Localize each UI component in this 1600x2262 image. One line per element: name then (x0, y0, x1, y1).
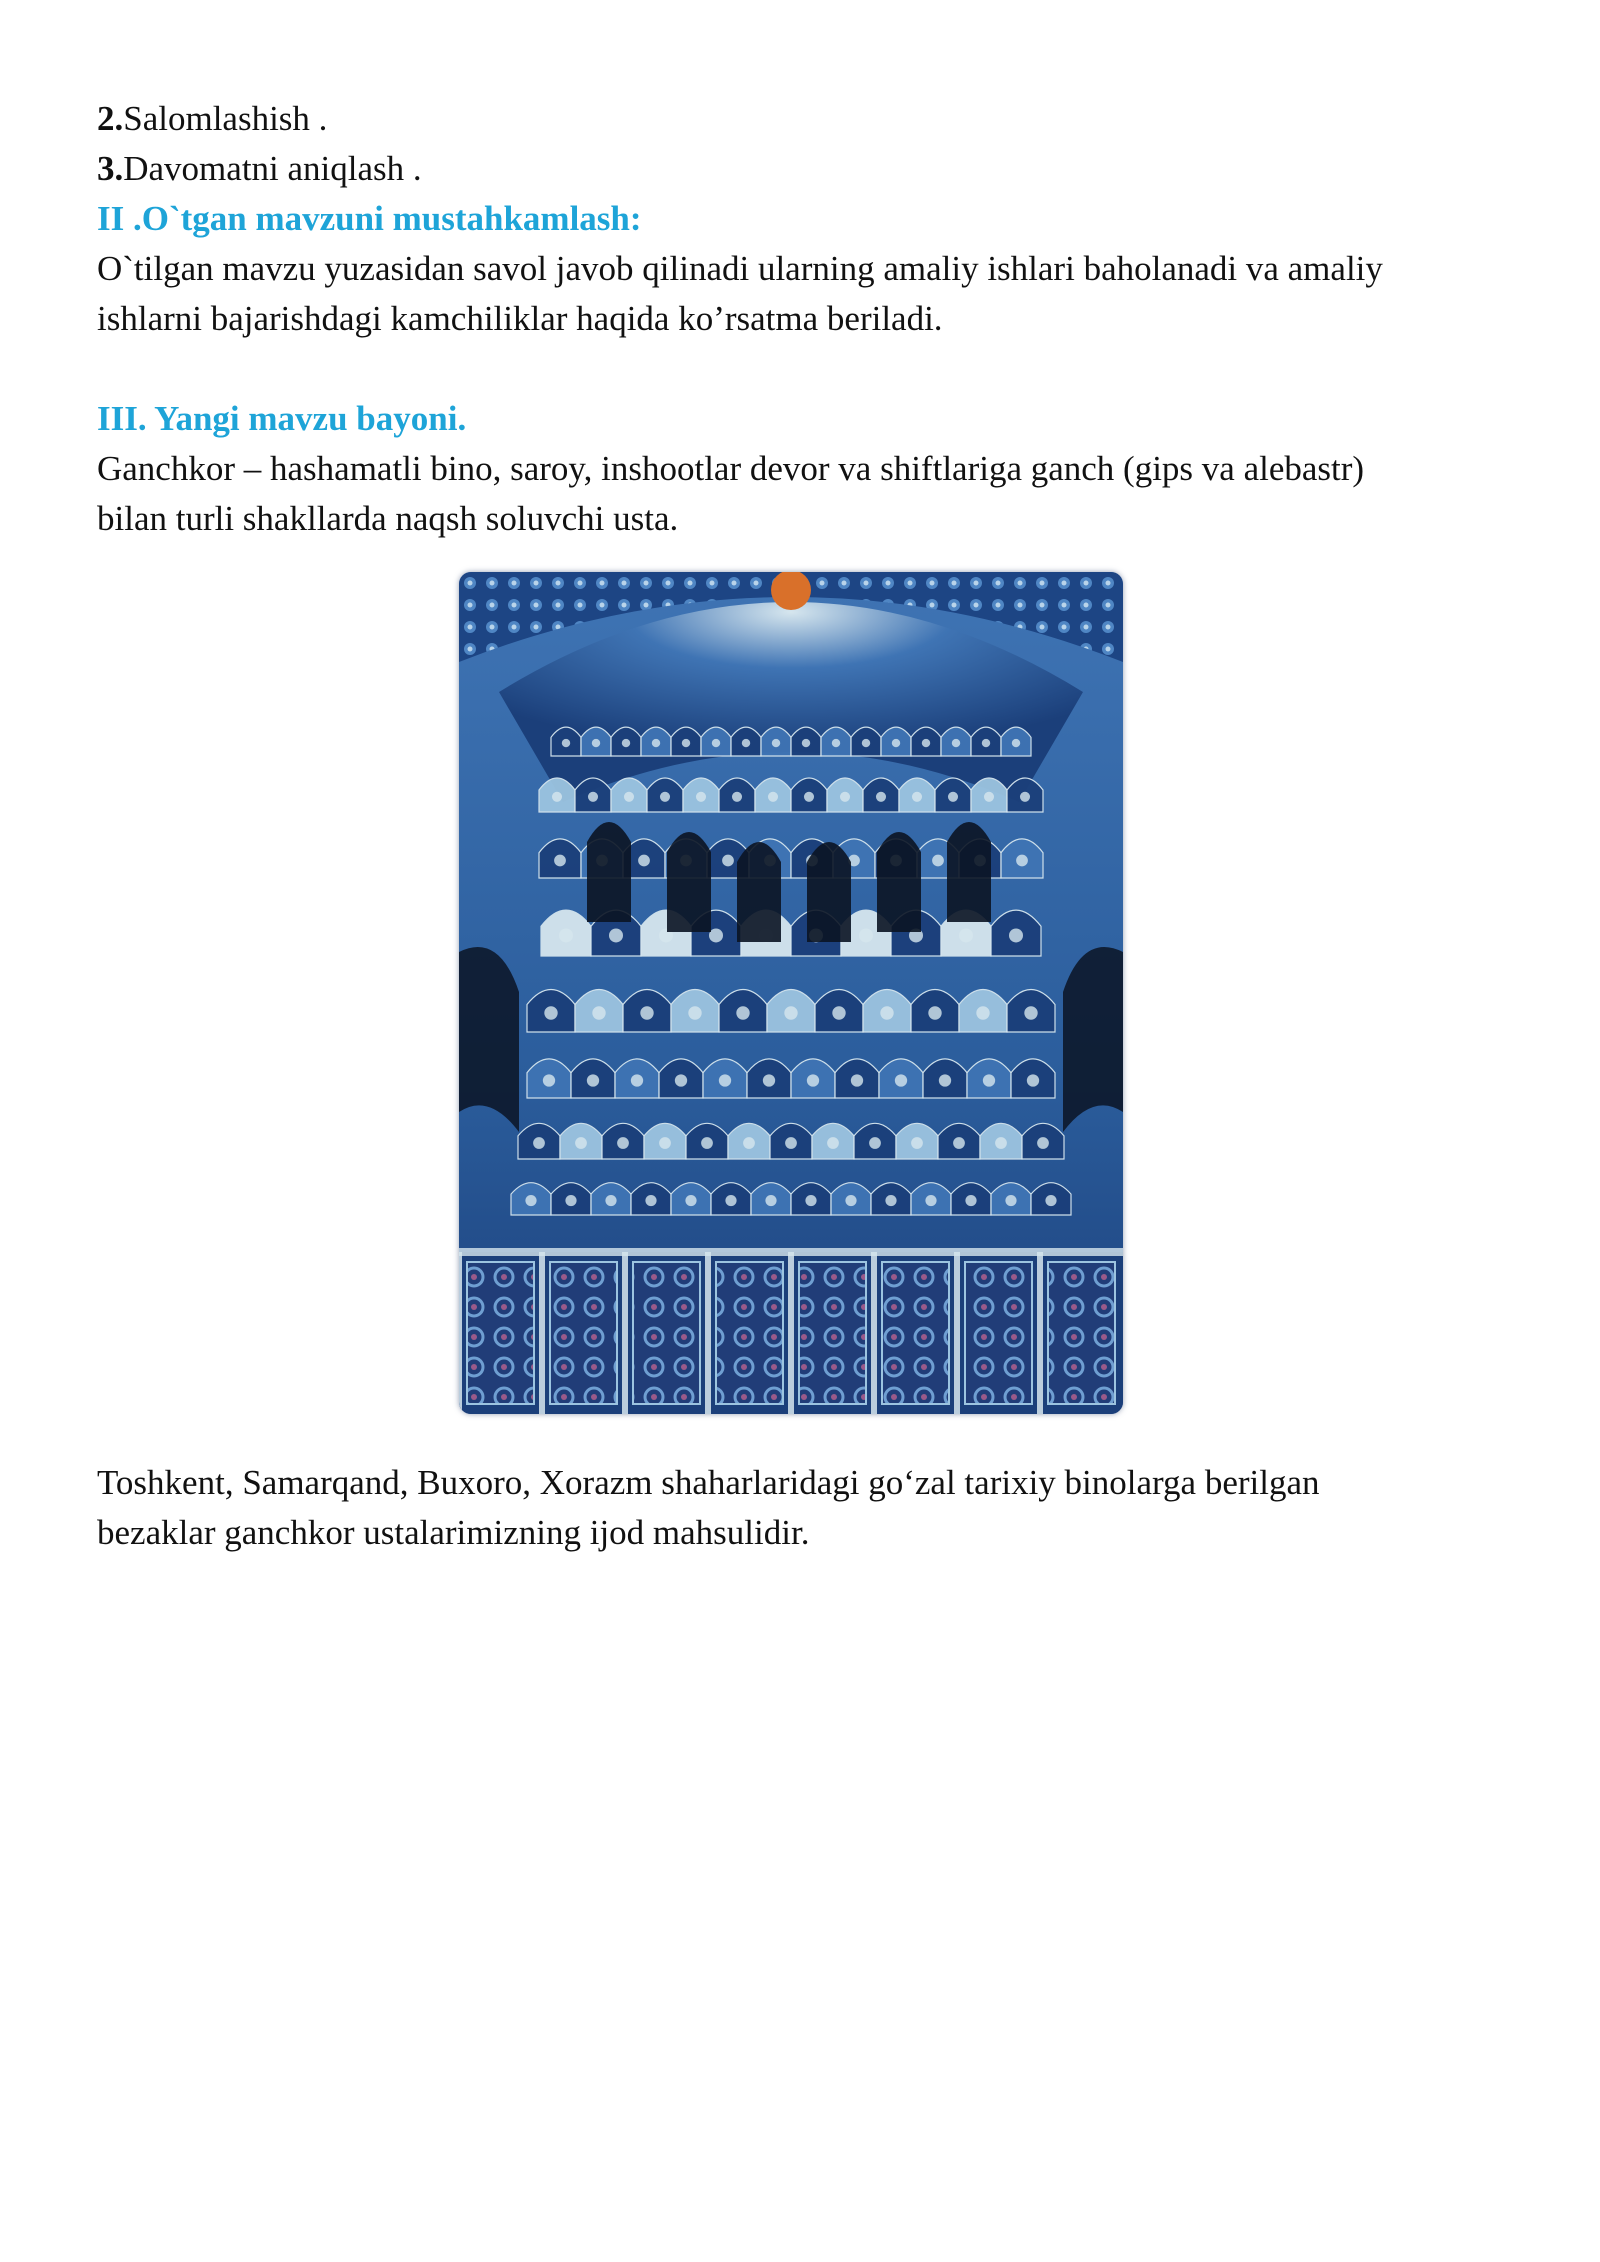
paragraph-line: ishlarni bajarishdagi kamchiliklar haqida ko’rsatma beriladi. (97, 299, 943, 338)
column-pillar (954, 1252, 960, 1414)
cell-rosette (525, 1195, 536, 1206)
cell-rosette (912, 792, 922, 802)
cell-rosette (640, 1006, 653, 1019)
dark-niche (667, 832, 711, 932)
cell-rosette (559, 928, 573, 942)
cell-rosette (617, 1137, 629, 1149)
left-niche-shadow (459, 947, 519, 1132)
cell-rosette (804, 792, 814, 802)
cell-rosette (765, 1195, 776, 1206)
cell-rosette (609, 928, 623, 942)
step-text: Salomlashish . (123, 99, 328, 138)
column-pillar (622, 1252, 628, 1414)
cell-rosette (953, 1137, 965, 1149)
column-pillar (788, 1252, 794, 1414)
tile-panel (799, 1262, 866, 1404)
cell-rosette (876, 792, 886, 802)
step-text: Davomatni aniqlash . (123, 149, 422, 188)
paragraph-line: Toshkent, Samarqand, Buxoro, Xorazm shaharlaridagi go‘zal tarixiy binolarga berilgan (97, 1463, 1320, 1502)
document-page (97, 94, 1517, 1558)
cell-rosette (885, 1195, 896, 1206)
cell-rosette (805, 1195, 816, 1206)
section-heading-review: II .O`tgan mavzuni mustahkamlash: (97, 199, 642, 238)
cell-rosette (1037, 1137, 1049, 1149)
dark-niche (807, 842, 851, 942)
cell-rosette (922, 739, 930, 747)
right-niche-shadow (1063, 947, 1123, 1132)
cell-rosette (827, 1137, 839, 1149)
paragraph-line: O`tilgan mavzu yuzasidan savol javob qilinadi ularning amaliy ishlari baholanadi va amaliy (97, 249, 1383, 288)
cell-rosette (845, 1195, 856, 1206)
cell-rosette (1024, 1006, 1037, 1019)
tile-panel (882, 1262, 949, 1404)
cell-rosette (701, 1137, 713, 1149)
cell-rosette (592, 1006, 605, 1019)
cell-rosette (622, 739, 630, 747)
muqarnas-vault-photo (459, 572, 1123, 1414)
step-salomlashish (97, 94, 1517, 144)
cell-rosette (965, 1195, 976, 1206)
cell-rosette (725, 1195, 736, 1206)
paragraph-line: bezaklar ganchkor ustalarimizning ijod mahsulidir. (97, 1513, 810, 1552)
dark-niche (737, 842, 781, 942)
cell-rosette (895, 1074, 907, 1086)
tile-panel (716, 1262, 783, 1404)
cell-rosette (952, 739, 960, 747)
tile-panel (467, 1262, 534, 1404)
paragraph-line: Ganchkor – hashamatli bino, saroy, inshootlar devor va shiftlariga ganch (gips va alebastr) (97, 449, 1365, 488)
cell-rosette (675, 1074, 687, 1086)
cell-rosette (743, 1137, 755, 1149)
cell-rosette (722, 855, 734, 867)
step-davomat (97, 144, 1517, 194)
cell-rosette (638, 855, 650, 867)
cell-rosette (533, 1137, 545, 1149)
dark-niche (947, 822, 991, 922)
cell-rosette (892, 739, 900, 747)
cell-rosette (995, 1137, 1007, 1149)
cell-rosette (682, 739, 690, 747)
cell-rosette (659, 1137, 671, 1149)
cell-rosette (685, 1195, 696, 1206)
cell-rosette (696, 792, 706, 802)
cell-rosette (869, 1137, 881, 1149)
paragraph-line: bilan turli shakllarda naqsh soluvchi usta. (97, 499, 679, 538)
cell-rosette (709, 928, 723, 942)
column-pillar (459, 1252, 462, 1414)
tile-panel (1048, 1262, 1115, 1404)
cell-rosette (880, 1006, 893, 1019)
cell-rosette (807, 1074, 819, 1086)
cell-rosette (587, 1074, 599, 1086)
column-pillar (1037, 1252, 1043, 1414)
cell-rosette (624, 792, 634, 802)
cell-rosette (984, 792, 994, 802)
cell-rosette (840, 792, 850, 802)
cell-rosette (552, 792, 562, 802)
cell-rosette (785, 1137, 797, 1149)
cell-rosette (983, 1074, 995, 1086)
cell-rosette (1012, 739, 1020, 747)
cell-rosette (565, 1195, 576, 1206)
cell-rosette (575, 1137, 587, 1149)
dark-niche (877, 832, 921, 932)
dark-niche (587, 822, 631, 922)
cell-rosette (712, 739, 720, 747)
muqarnas-illustration (459, 572, 1123, 1414)
cell-rosette (1005, 1195, 1016, 1206)
cell-rosette (862, 739, 870, 747)
cell-rosette (802, 739, 810, 747)
cell-rosette (645, 1195, 656, 1206)
cell-rosette (763, 1074, 775, 1086)
tile-panel (550, 1262, 617, 1404)
cell-rosette (959, 928, 973, 942)
column-pillar (705, 1252, 711, 1414)
cell-rosette (719, 1074, 731, 1086)
cell-rosette (911, 1137, 923, 1149)
cell-rosette (562, 739, 570, 747)
cell-rosette (784, 1006, 797, 1019)
cell-rosette (768, 792, 778, 802)
cell-rosette (736, 1006, 749, 1019)
cell-rosette (932, 855, 944, 867)
spacer (97, 344, 1517, 394)
cell-rosette (1009, 928, 1023, 942)
cell-rosette (688, 1006, 701, 1019)
column-pillar (871, 1252, 877, 1414)
cell-rosette (832, 739, 840, 747)
cell-rosette (859, 928, 873, 942)
cell-rosette (1027, 1074, 1039, 1086)
cell-rosette (660, 792, 670, 802)
step-number: 3. (97, 149, 124, 188)
cell-rosette (1045, 1195, 1056, 1206)
cell-rosette (544, 1006, 557, 1019)
cell-rosette (605, 1195, 616, 1206)
figure-container (97, 572, 1517, 1428)
cell-rosette (732, 792, 742, 802)
cell-rosette (652, 739, 660, 747)
cell-rosette (939, 1074, 951, 1086)
cell-rosette (976, 1006, 989, 1019)
cell-rosette (631, 1074, 643, 1086)
cell-rosette (982, 739, 990, 747)
tile-panel (633, 1262, 700, 1404)
cell-rosette (948, 792, 958, 802)
tile-panel (965, 1262, 1032, 1404)
column-pillar (539, 1252, 545, 1414)
cell-rosette (772, 739, 780, 747)
cell-rosette (928, 1006, 941, 1019)
cell-rosette (543, 1074, 555, 1086)
cell-rosette (588, 792, 598, 802)
cell-rosette (742, 739, 750, 747)
cell-rosette (554, 855, 566, 867)
cell-rosette (851, 1074, 863, 1086)
cell-rosette (1016, 855, 1028, 867)
cell-rosette (1020, 792, 1030, 802)
cornice-band (459, 1248, 1123, 1256)
cell-rosette (592, 739, 600, 747)
cell-rosette (925, 1195, 936, 1206)
section-heading-new-topic: III. Yangi mavzu bayoni. (97, 399, 467, 438)
cell-rosette (832, 1006, 845, 1019)
step-number: 2. (97, 99, 124, 138)
